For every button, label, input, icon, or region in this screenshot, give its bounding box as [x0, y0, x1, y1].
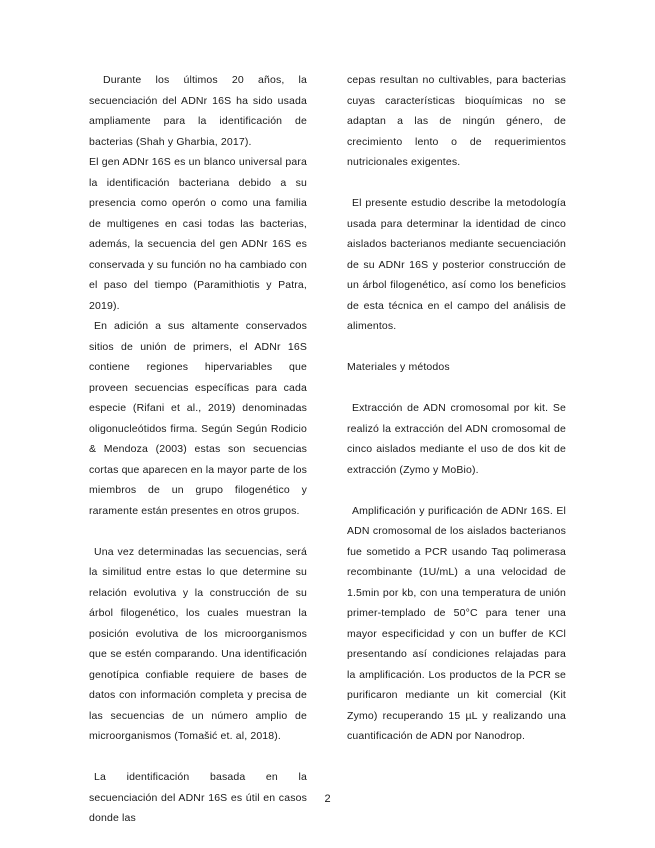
paragraph-intro: Durante los últimos 20 años, la secuenciación del ADNr 16S ha sido usada ampliamente para la identificación de bacterias (Shah y Gharbia, 2017).	[89, 74, 307, 148]
paragraph-amplification: Amplificación y purificación de ADNr 16S. El ADN cromosomal de los aislados bacterianos fue sometido a PCR usando Taq polimerasa recombinante (1U/mL) a una velocidad de 1.5min por kb, con una temperatura de unión primer-templado de 50°C para tener una mayor especificidad y con un buffer de KCl presentando así condiciones relajadas para la amplificación. Los productos de la PCR se purificaron mediante un kit comercial (Kit Zymo) recuperando 15 µL y realizando una cuantificación de ADN por Nanodrop.	[347, 504, 566, 742]
page-number: 2	[324, 793, 331, 805]
paragraph-gene-universal: El gen ADNr 16S es un blanco universal para la identificación bacteriana debido a su presencia como operón o como una familia de multigenes en casi todas las bacterias, además, la secuencia del gen ADNr 16S es conservada y su función no ha cambiado con el paso del tiempo (Paramithiotis y Patra, 2019).	[89, 156, 307, 312]
paragraph-uncultivable: cepas resultan no cultivables, para bacterias cuyas características bioquímicas no se adaptan a las de ningún género, de crecimiento lento o de requerimientos nutricionales exigentes.	[347, 74, 566, 168]
paragraph-hypervariable-regions: En adición a sus altamente conservados sitios de unión de primers, el ADNr 16S contiene regiones hipervariables que proveen secuencias específicas para cada especie (Rifani et al., 2019) denominadas oligonucleótidos firma. Según Según Rodicio & Mendoza (2003) estas son secuencias cortas que aparecen en la mayor parte de los miembros de un grupo filogenético y raramente están presentes en otros grupos.	[89, 320, 307, 517]
right-column	[347, 70, 566, 747]
left-column	[89, 70, 307, 829]
paragraph-dna-extraction: Extracción de ADN cromosomal por kit. Se realizó la extracción del ADN cromosomal de cinco aislados mediante el uso de dos kit de extracción (Zymo y MoBio).	[347, 402, 566, 476]
paragraph-study-description: El presente estudio describe la metodología usada para determinar la identidad de cinco aislados bacterianos mediante secuenciación de su ADNr 16S y posterior construcción de un árbol filogenético, así como los beneficios de esta técnica en el campo del análisis de alimentos.	[347, 197, 566, 332]
section-heading-methods: Materiales y métodos	[347, 361, 450, 373]
paragraph-similarity: Una vez determinadas las secuencias, será la similitud entre estas lo que determine su relación evolutiva y la construcción de su árbol filogenético, los cuales muestran la posición evolutiva de los microorganismos que se estén comparando. Una identificación genotípica confiable requiere de bases de datos con información completa y precisa de las secuencias de un número amplio de microorganismos (Tomašić et. al, 2018).	[89, 545, 307, 742]
paragraph-identification-use: La identificación basada en la secuenciación del ADNr 16S es útil en casos donde las	[89, 771, 307, 824]
